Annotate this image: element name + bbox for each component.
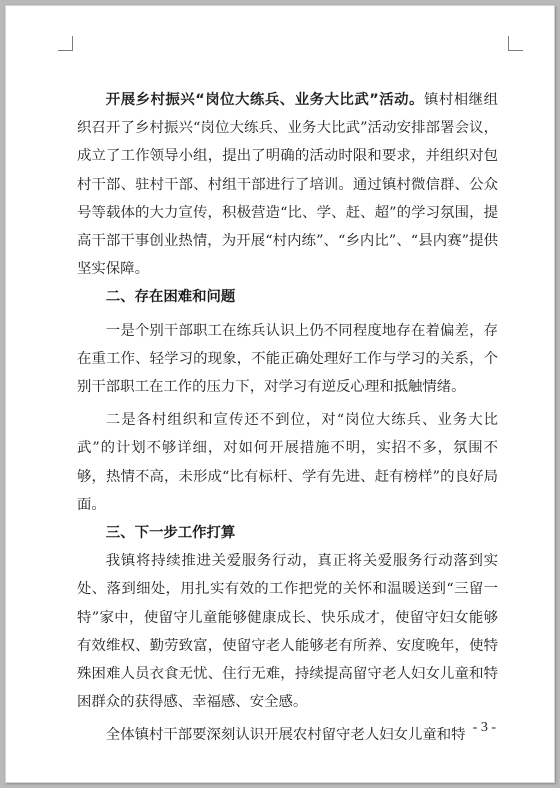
section-heading-next-steps: 三、下一步工作打算 [105,525,236,542]
crop-mark-top-right [508,36,523,51]
paragraph-text: 镇村相继组织召开了乡村振兴“岗位大练兵、业务大比武”活动安排部署会议，成立了工作领导小组，提出了明确的活动时限和要求，并组织对包村干部、驻村干部、村组干部进行了培训。通过镇村微信群、公众号等载体的大力宣传，积极营造“比、学、赶、超”的学习氛围，提高干部干事创业热情，为开展“村内练”、“乡内比”、“县内赛”提供坚实保障。 [77,92,498,278]
page-number: - 3 - [472,720,496,735]
crop-mark-top-left [58,36,73,51]
paragraph-plan-1: 我镇将持续推进关爱服务行动，真正将关爱服务行动落到实处、落到细处，用扎实有效的工作把党的关怀和温暖送到“三留一特”家中，使留守儿童能够健康成长、快乐成才，使留守妇女能够有效维权、勤劳致富，使留守老人能够老有所养、安度晚年，使特殊困难人员衣食无忧、住行无难，持续提高留守老人妇女儿童和特困群众的获得感、幸福感、安全感。 [77,553,498,711]
paragraph-problem-1: 一是个别干部职工在练兵认识上仍不同程度地存在着偏差，存在重工作、轻学习的现象，不能正确处理好工作与学习的关系，个别干部职工在工作的压力下，对学习有逆反心理和抵触情绪。 [77,322,498,396]
paragraph-lead: 开展乡村振兴“岗位大练兵、业务大比武”活动。 [105,92,424,108]
document-body [77,86,498,750]
document-page [5,5,555,783]
section-heading-problems: 二、存在困难和问题 [105,289,236,306]
paragraph-plan-2: 全体镇村干部要深刻认识开展农村留守老人妇女儿童和特 [105,727,466,744]
paragraph-problem-2: 二是各村组织和宣传还不到位，对“岗位大练兵、业务大比武”的计划不够详细，对如何开展措施不明，实招不多，氛围不够，热情不高，未形成“比有标杆、学有先进、赶有榜样”的良好局面。 [77,412,498,513]
paragraph-activity [77,86,498,283]
